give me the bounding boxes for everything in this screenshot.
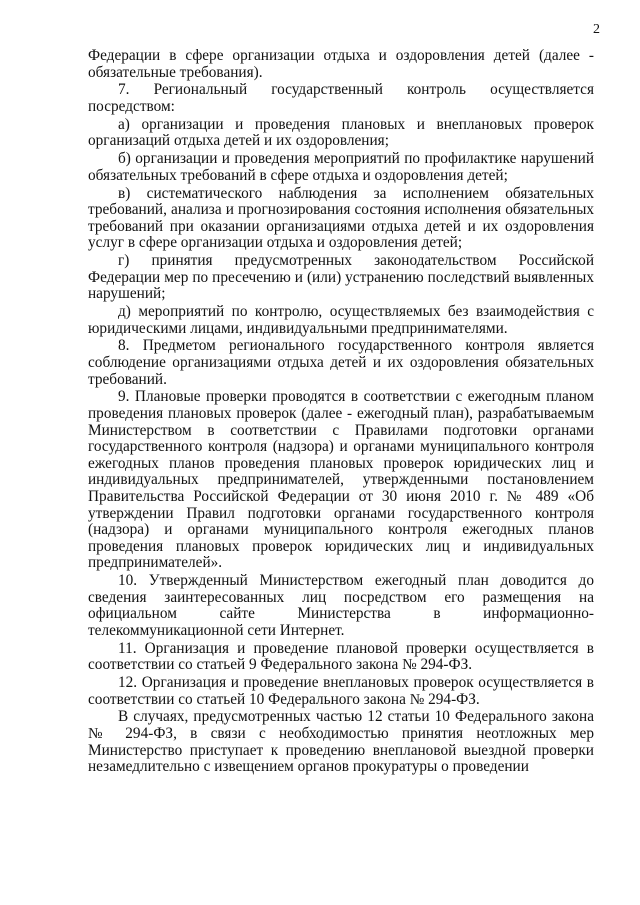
paragraph-12: 12. Организация и проведение внеплановых проверок осуществляется в соответствии со статьей 10 Федерального закона № 294-ФЗ. [88, 674, 594, 708]
paragraph-8: 8. Предметом регионального государственного контроля является соблюдение организациями отдыха детей и их оздоровления обязательных требований. [88, 337, 594, 388]
paragraph-7-g: г) принятия предусмотренных законодательством Российской Федерации мер по пресечению и (или) устранению последствий выявленных нарушений; [88, 252, 594, 303]
paragraph-continuation: Федерации в сфере организации отдыха и оздоровления детей (далее - обязательные требования). [88, 47, 594, 81]
paragraph-7-b: б) организации и проведения мероприятий по профилактике нарушений обязательных требований в сфере отдыха и оздоровления детей; [88, 150, 594, 184]
paragraph-7-a: а) организации и проведения плановых и внеплановых проверок организаций отдыха детей и их оздоровления; [88, 115, 594, 150]
paragraph-11: 11. Организация и проведение плановой проверки осуществляется в соответствии со статьей 9 Федерального закона № 294-ФЗ. [88, 639, 594, 674]
page-number: 2 [593, 22, 600, 37]
paragraph-7-v: в) систематического наблюдения за исполнением обязательных требований, анализа и прогнозирования состояния исполнения обязательных требований при оказании организациями отдыха детей и их оздоровления услуг в сфере организации отдыха и оздоровления детей; [88, 184, 594, 252]
paragraph-7-d: д) мероприятий по контролю, осуществляемых без взаимодействия с юридическими лицами, индивидуальными предпринимателями. [88, 303, 594, 337]
paragraph-12-cases: В случаях, предусмотренных частью 12 статьи 10 Федерального закона № 294-ФЗ, в связи с необходимостью принятия неотложных мер Министерство приступает к проведению внеплановой выездной проверки незамедлительно с извещением органов прокуратуры о проведении [88, 708, 594, 776]
paragraph-10: 10. Утвержденный Министерством ежегодный план доводится до сведения заинтересованных лиц посредством его размещения на официальном сайте Министерства в информационно-телекоммуникационной сети Интернет. [88, 572, 594, 639]
paragraph-9: 9. Плановые проверки проводятся в соответствии с ежегодным планом проведения плановых проверок (далее - ежегодный план), разрабатываемым Министерством в соответствии с Правилами подготовки органами государственного контроля (надзора) и органами муниципального контроля ежегодных планов проведения плановых проверок юридических лиц и индивидуальных предпринимателей, утвержденными постановлением Правительства Российской Федерации от 30 июня 2010 г. № 489 «Об утверждении Правил подготовки органами государственного контроля (надзора) и органами муниципального контроля ежегодных планов проведения плановых проверок юридических лиц и индивидуальных предпринимателей». [88, 388, 594, 572]
paragraph-7: 7. Региональный государственный контроль осуществляется посредством: [88, 81, 594, 115]
document-body [88, 48, 594, 777]
